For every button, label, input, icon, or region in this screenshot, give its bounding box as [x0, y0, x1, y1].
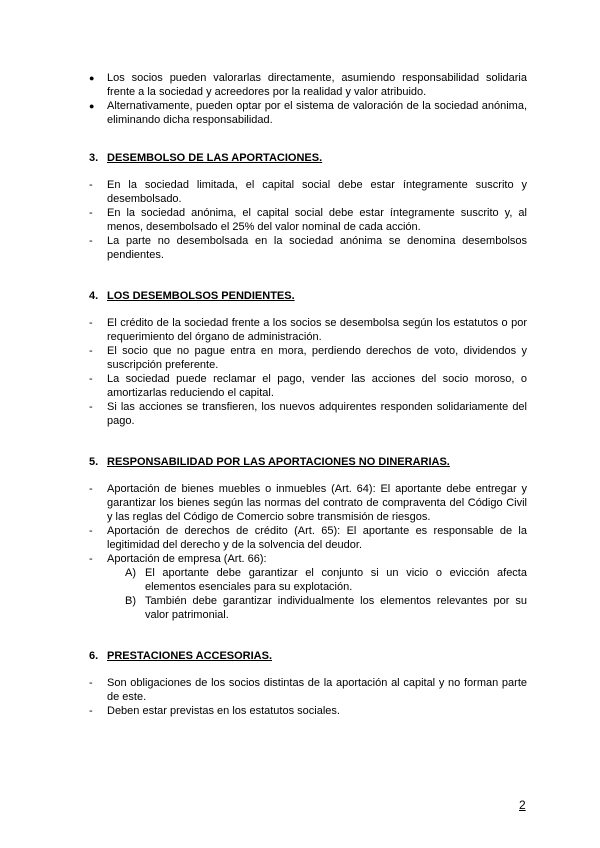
page-content [89, 71, 527, 718]
section-heading-4 [89, 289, 527, 303]
list-item [89, 482, 527, 524]
list-item-text: Alternativamente, pueden optar por el sistema de valoración de la sociedad anónima, eliminando dicha responsabilidad. [107, 100, 527, 126]
dash-marker: - [89, 317, 93, 329]
list-item-text: Son obligaciones de los socios distintas de la aportación al capital y no forman parte de este. [107, 677, 527, 703]
section-number: 3. [89, 152, 99, 164]
list-item-text: La sociedad puede reclamar el pago, vender las acciones del socio moroso, o amortizarlas reduciendo el capital. [107, 373, 527, 399]
list-item-text: En la sociedad anónima, el capital social debe estar íntegramente suscrito y, al menos, desembolsado el 25% del valor nominal de cada acción. [107, 207, 527, 233]
dash-marker: - [89, 235, 93, 247]
section-6-list [89, 676, 527, 718]
list-item-text: En la sociedad limitada, el capital social debe estar íntegramente suscrito y desembolsado. [107, 179, 527, 205]
list-item [89, 316, 527, 344]
list-item-text: El socio que no pague entra en mora, perdiendo derechos de voto, dividendos y suscripción preferente. [107, 345, 527, 371]
bullet-marker: ● [89, 101, 95, 111]
dash-marker: - [89, 345, 93, 357]
dash-marker: - [89, 677, 93, 689]
section-4-list [89, 316, 527, 428]
section-title: DESEMBOLSO DE LAS APORTACIONES. [107, 152, 323, 164]
list-item-text: Aportación de derechos de crédito (Art. 65): El aportante es responsable de la legitimidad del derecho y de la solvencia del deudor. [107, 525, 527, 551]
dash-marker: - [89, 207, 93, 219]
list-item [89, 178, 527, 206]
list-item-text: Deben estar previstas en los estatutos sociales. [107, 705, 340, 717]
sub-item-text: El aportante debe garantizar el conjunto si un vicio o evicción afecta elementos esenciales para su explotación. [145, 567, 527, 593]
sub-list-item [89, 566, 527, 594]
section-heading-3 [89, 151, 527, 165]
dash-marker: - [89, 525, 93, 537]
section-5-list [89, 482, 527, 622]
list-item-text: El crédito de la sociedad frente a los socios se desembolsa según los estatutos o por requerimiento del órgano de administración. [107, 317, 527, 343]
list-item [89, 552, 527, 566]
list-item [89, 400, 527, 428]
section-title: PRESTACIONES ACCESORIAS. [107, 650, 273, 662]
list-item [89, 206, 527, 234]
section-title: RESPONSABILIDAD POR LAS APORTACIONES NO DINERARIAS. [107, 456, 450, 468]
sub-item-marker: A) [125, 567, 136, 579]
sub-item-marker: B) [125, 595, 136, 607]
dash-marker: - [89, 373, 93, 385]
sub-list-item [89, 594, 527, 622]
bullet-marker: ● [89, 73, 95, 83]
list-item [89, 99, 527, 127]
section-number: 4. [89, 290, 99, 302]
section-heading-6 [89, 649, 527, 663]
intro-bullet-list [89, 71, 527, 127]
list-item [89, 234, 527, 262]
dash-marker: - [89, 705, 93, 717]
dash-marker: - [89, 401, 93, 413]
dash-marker: - [89, 553, 93, 565]
section-3-list [89, 178, 527, 262]
section-heading-5 [89, 455, 527, 469]
section-title: LOS DESEMBOLSOS PENDIENTES. [107, 290, 295, 302]
list-item-text: Aportación de empresa (Art. 66): [107, 553, 267, 565]
list-item [89, 524, 527, 552]
list-item-text: Si las acciones se transfieren, los nuevos adquirentes responden solidariamente del pago. [107, 401, 527, 427]
list-item [89, 71, 527, 99]
list-item [89, 676, 527, 704]
list-item-text: Los socios pueden valorarlas directamente, asumiendo responsabilidad solidaria frente a la sociedad y acreedores por la realidad y valor atribuido. [107, 72, 527, 98]
list-item [89, 372, 527, 400]
list-item-text: Aportación de bienes muebles o inmuebles (Art. 64): El aportante debe entregar y garantizar los bienes según las normas del contrato de compraventa del Código Civil y las reglas del Código de Comercio sobre transmisión de riesgos. [107, 483, 527, 523]
page-number: 2 [519, 798, 526, 812]
section-number: 6. [89, 650, 99, 662]
list-item [89, 344, 527, 372]
section-number: 5. [89, 456, 99, 468]
sub-item-text: También debe garantizar individualmente los elementos relevantes por su valor patrimonial. [145, 595, 527, 621]
dash-marker: - [89, 483, 93, 495]
list-item-text: La parte no desembolsada en la sociedad anónima se denomina desembolsos pendientes. [107, 235, 527, 261]
dash-marker: - [89, 179, 93, 191]
list-item [89, 704, 527, 718]
